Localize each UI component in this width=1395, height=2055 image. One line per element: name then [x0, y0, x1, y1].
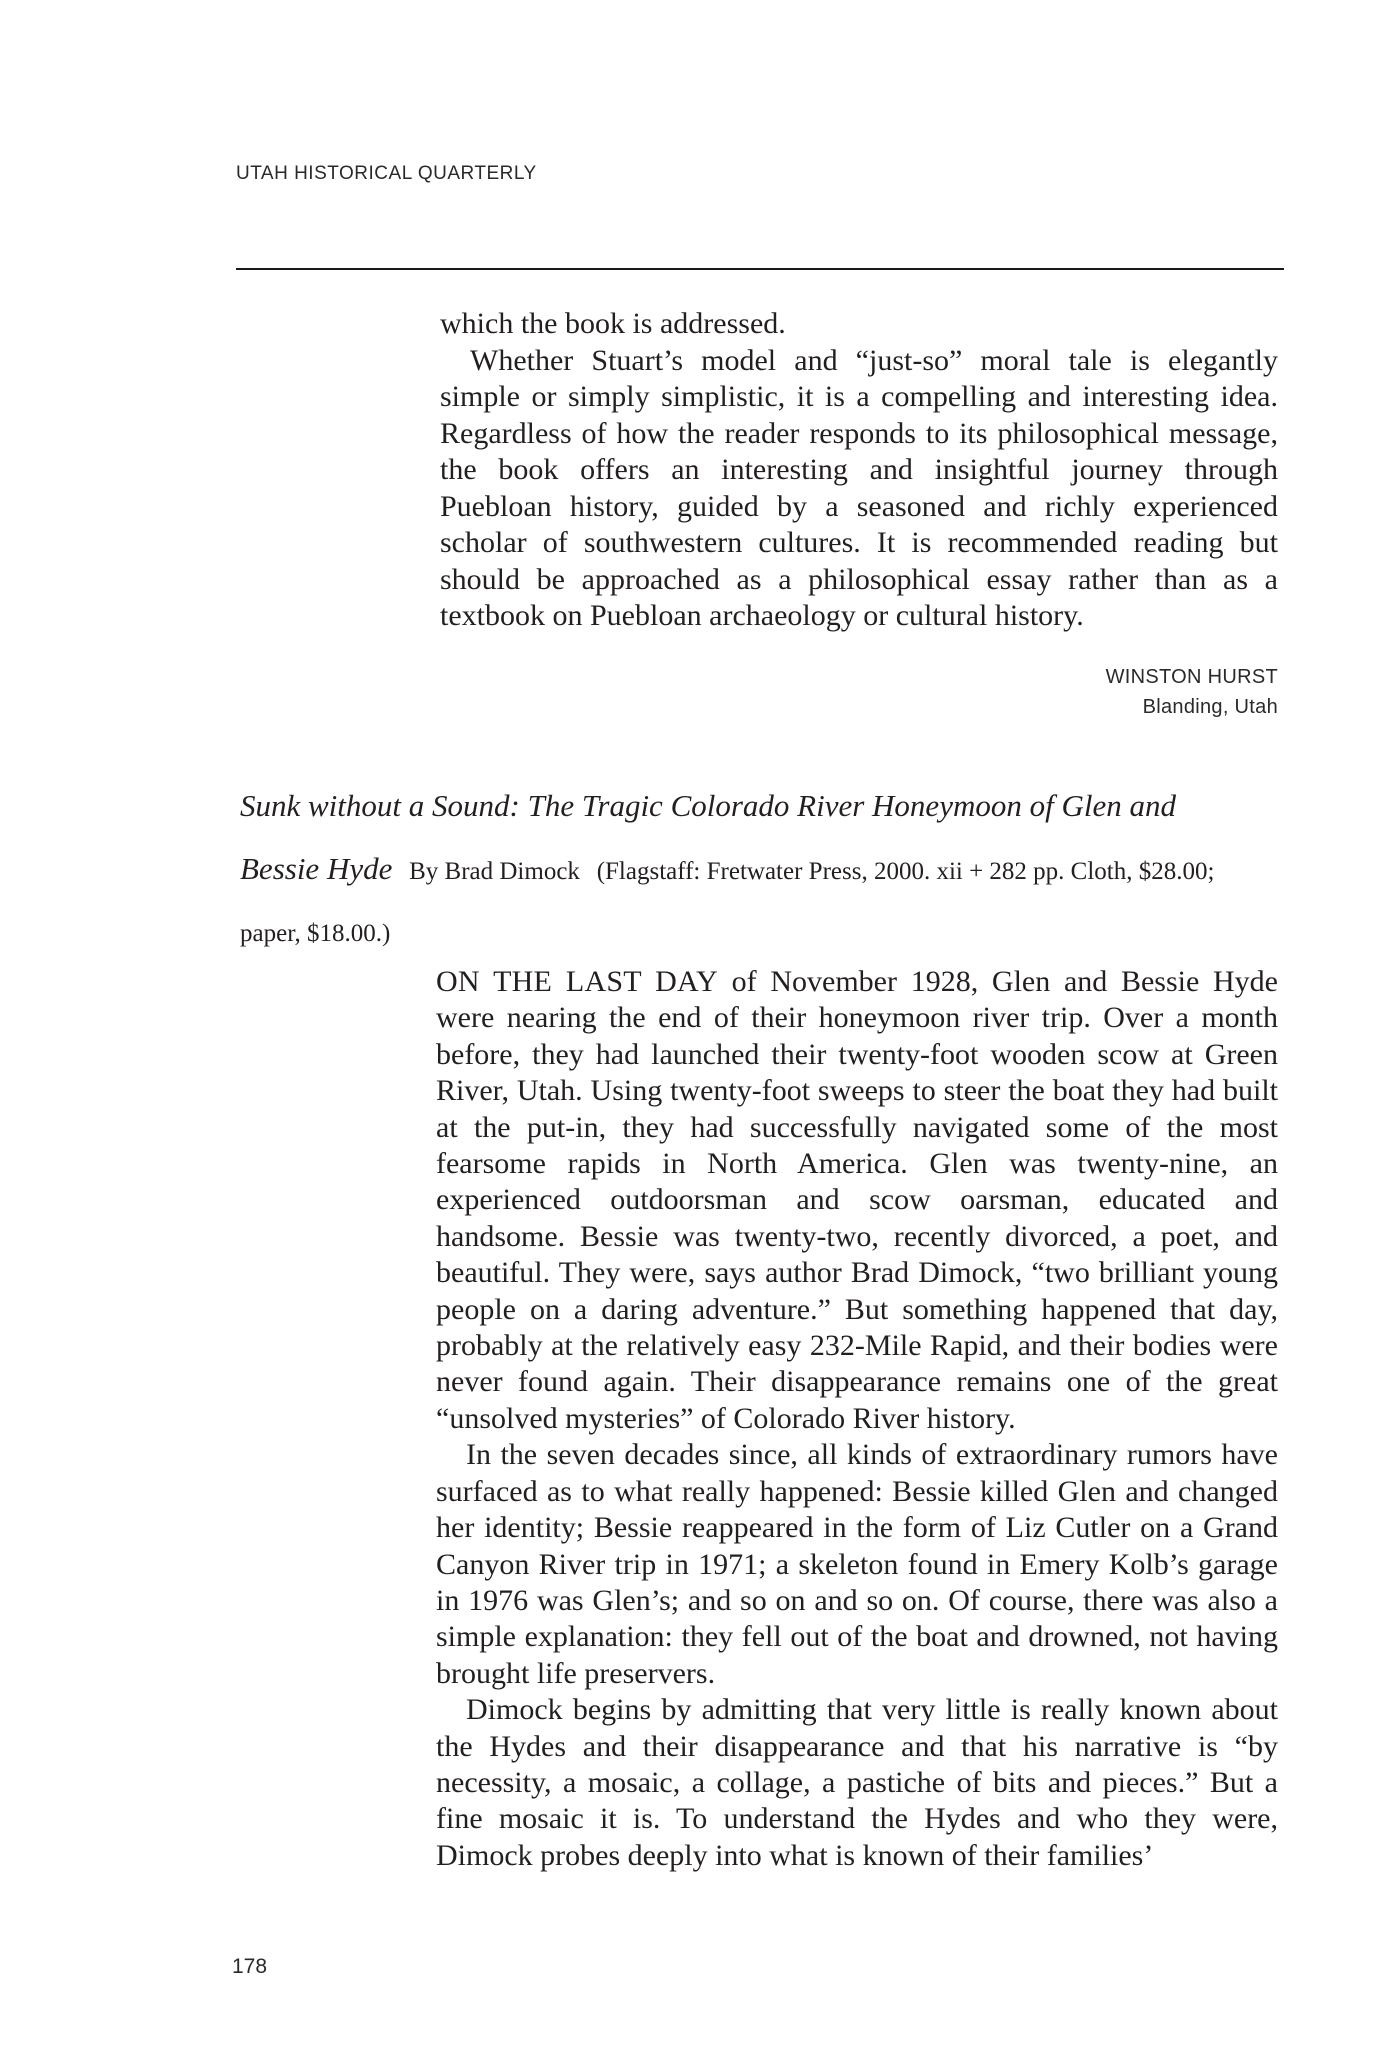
review-continuation [440, 306, 1278, 635]
book-heading [240, 775, 1240, 964]
paragraph: Whether Stuart’s model and “just-so” moral tale is elegantly simple or simply simplistic, it is a compelling and interesting idea. Regardless of how the reader responds to its philosophical message, the book offers an interesting and insightful journey through Puebloan history, guided by a seasoned and richly experienced scholar of southwestern cultures. It is recommended reading but should be approached as a philosophical essay rather than as a textbook on Puebloan archaeology or cultural history. [440, 343, 1278, 632]
reviewer-place: Blanding, Utah [1142, 696, 1278, 718]
paragraph [436, 964, 1278, 1437]
lead-in: ON THE LAST DAY [436, 965, 718, 998]
book-title: Sunk without a Sound: The Tragic Colorado River Honeymoon of Glen and Bessie Hyde [240, 788, 1176, 886]
review-body [436, 964, 1278, 1874]
paragraph: Dimock begins by admitting that very little is really known about the Hydes and their disappearance and that his narrative is “by necessity, a mosaic, a collage, a pastiche of bits and pieces.” But a fine mosaic it is. To understand the Hydes and who they were, Dimock probes deeply into what is known of their families’ [436, 1693, 1278, 1872]
paragraph: In the seven decades since, all kinds of extraordinary rumors have surfaced as to what really happened: Bessie killed Glen and changed her identity; Bessie reappeared in the form of Liz Cutler on a Grand Canyon River trip in 1971; a skeleton found in Emery Kolb’s garage in 1976 was Glen’s; and so on and so on. Of course, there was also a simple explanation: they fell out of the boat and drowned, not having brought life preservers. [436, 1438, 1278, 1690]
reviewer-name: WINSTON HURST [1105, 666, 1278, 688]
paragraph-text: of November 1928, Glen and Bessie Hyde were nearing the end of their honeymoon river trip. Over a month before, they had launched their twenty-foot wooden scow at Green River, Utah. Using twenty-foot sweeps to steer the boat they had built at the put-in, they had successfully navigated some of the most fearsome rapids in North America. Glen was twenty-nine, an experienced outdoorsman and scow oarsman, educated and handsome. Bessie was twenty-two, recently divorced, a poet, and beautiful. They were, says author Brad Dimock, “two brilliant young people on a daring adventure.” But something happened that day, probably at the relatively easy 232-Mile Rapid, and their bodies were never found again. Their disappearance remains one of the great “unsolved mysteries” of Colorado River history. [436, 965, 1278, 1435]
book-author: By Brad Dimock [409, 858, 580, 885]
header-rule [236, 268, 1284, 270]
paragraph: which the book is addressed. [440, 307, 786, 340]
running-head: UTAH HISTORICAL QUARTERLY [236, 163, 537, 184]
book-publication: (Flagstaff: Fretwater Press, 2000. xii + 282 pp. Cloth, $28.00; paper, $18.00.) [240, 858, 1215, 947]
page-number: 178 [232, 1955, 268, 1978]
